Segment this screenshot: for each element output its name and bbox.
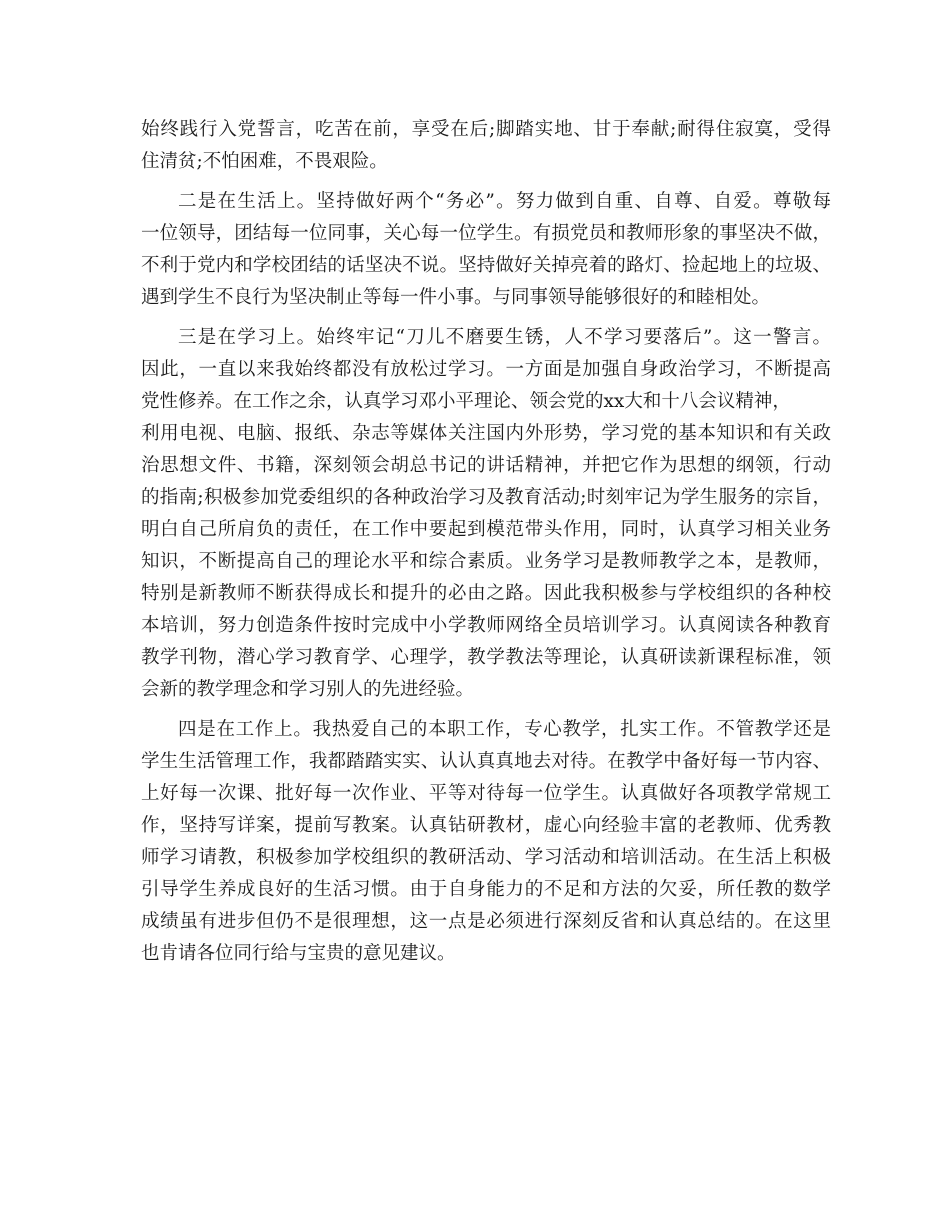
- document-body: [141, 114, 831, 970]
- text-line: 一位领导，团结每一位同事，关心每一位学生。有损党员和教师形象的事坚决不做，: [141, 223, 831, 244]
- text-line: 治思想文件、书籍，深刻领会胡总书记的讲话精神，并把它作为思想的纲领，行动: [141, 455, 831, 476]
- text-line: 师学习请教，积极参加学校组织的教研活动、学习活动和培训活动。在生活上积极: [141, 847, 831, 868]
- paragraph-1: [141, 114, 831, 178]
- text-line: 会新的教学理念和学习别人的先进经验。: [141, 679, 475, 700]
- text-line: 二是在生活上。坚持做好两个“务必”。努力做到自重、自尊、自爱。尊敬每: [178, 191, 831, 212]
- text-line: 因此，一直以来我始终都没有放松过学习。一方面是加强自身政治学习，不断提高: [141, 359, 831, 380]
- text-line: 学生生活管理工作，我都踏踏实实、认认真真地去对待。在教学中备好每一节内容、: [141, 751, 831, 772]
- text-line: 知识，不断提高自己的理论水平和综合素质。业务学习是教师教学之本，是教师，: [141, 551, 831, 572]
- text-line: 遇到学生不良行为坚决制止等每一件小事。与同事领导能够很好的和睦相处。: [141, 287, 771, 308]
- text-line: 成绩虽有进步但仍不是很理想，这一点是必须进行深刻反省和认真总结的。在这里: [141, 911, 831, 932]
- text-line: 住清贫;不怕困难，不畏艰险。: [141, 151, 388, 172]
- paragraph-3: [141, 322, 831, 706]
- text-line: 始终践行入党誓言，吃苦在前，享受在后;脚踏实地、甘于奉献;耐得住寂寞，受得: [141, 119, 831, 140]
- text-line: 教学刊物，潜心学习教育学、心理学，教学教法等理论，认真研读新课程标准，领: [141, 647, 831, 668]
- text-line: 党性修养。在工作之余，认真学习邓小平理论、领会党的xx大和十八会议精神，: [141, 391, 791, 412]
- text-line: 不利于党内和学校团结的话坚决不说。坚持做好关掉亮着的路灯、捡起地上的垃圾、: [141, 255, 831, 276]
- text-line: 也肯请各位同行给与宝贵的意见建议。: [141, 943, 456, 964]
- text-line: 引导学生养成良好的生活习惯。由于自身能力的不足和方法的欠妥，所任教的数学: [141, 879, 831, 900]
- text-line: 四是在工作上。我热爱自己的本职工作，专心教学，扎实工作。不管教学还是: [178, 719, 831, 740]
- text-line: 三是在学习上。始终牢记“刀儿不磨要生锈，人不学习要落后”。这一警言。: [178, 327, 831, 348]
- text-line: 作，坚持写详案，提前写教案。认真钻研教材，虚心向经验丰富的老教师、优秀教: [141, 815, 831, 836]
- text-line: 利用电视、电脑、报纸、杂志等媒体关注国内外形势，学习党的基本知识和有关政: [141, 423, 831, 444]
- text-line: 明白自己所肩负的责任，在工作中要起到模范带头作用，同时，认真学习相关业务: [141, 519, 831, 540]
- paragraph-4: [141, 714, 831, 970]
- text-line: 本培训，努力创造条件按时完成中小学教师网络全员培训学习。认真阅读各种教育: [141, 615, 831, 636]
- text-line: 特别是新教师不断获得成长和提升的必由之路。因此我积极参与学校组织的各种校: [141, 583, 831, 604]
- paragraph-2: [141, 186, 831, 314]
- text-line: 的指南;积极参加党委组织的各种政治学习及教育活动;时刻牢记为学生服务的宗旨，: [141, 487, 831, 508]
- text-line: 上好每一次课、批好每一次作业、平等对待每一位学生。认真做好各项教学常规工: [141, 783, 831, 804]
